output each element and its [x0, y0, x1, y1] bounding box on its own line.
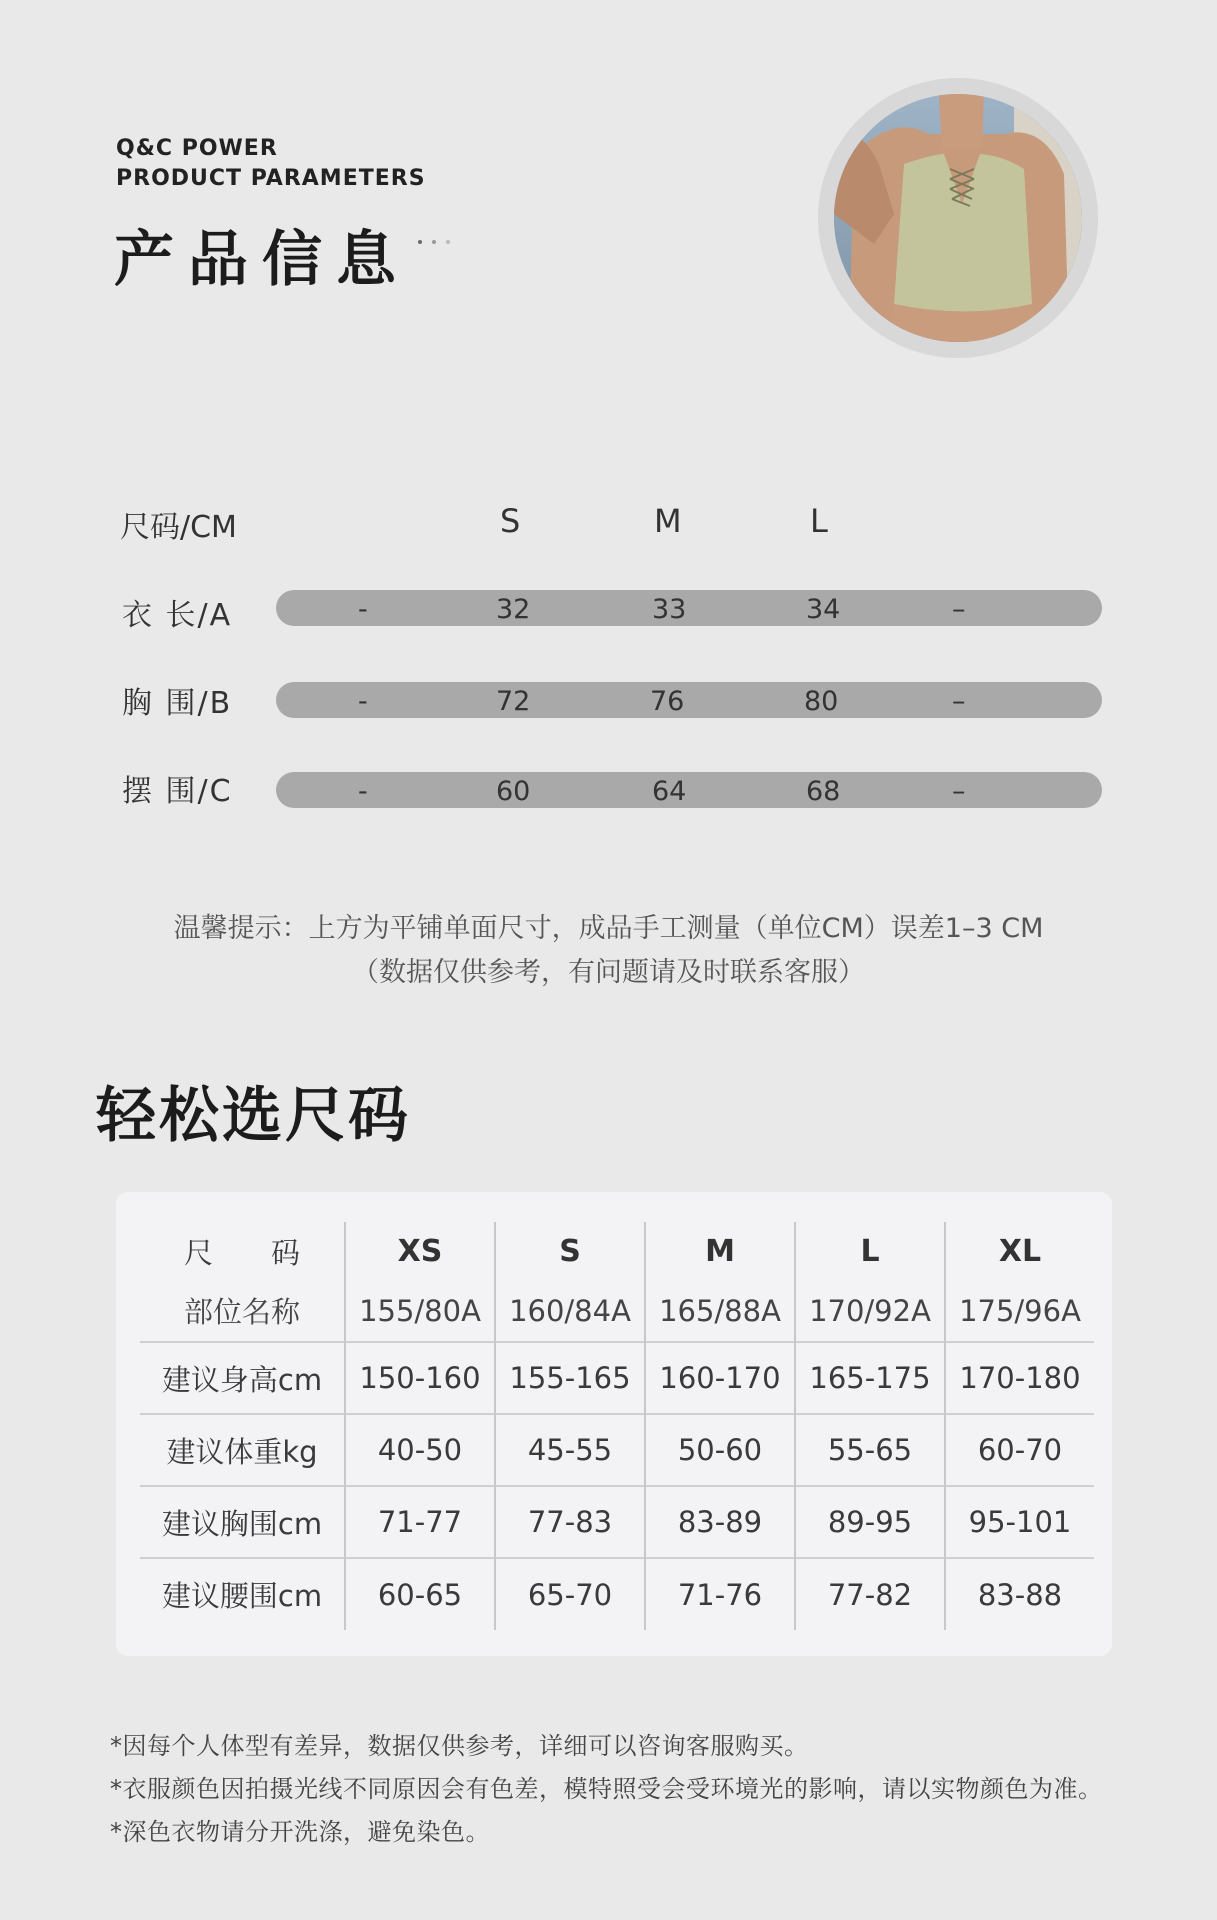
size-header: S: [495, 1222, 645, 1280]
table-cell: 71-76: [645, 1558, 795, 1630]
size-header: L: [795, 1222, 945, 1280]
table-row: [140, 1486, 1094, 1558]
table-cell: 95-101: [945, 1486, 1094, 1558]
reference-note: （数据仅供参考，有问题请及时联系客服）: [352, 957, 865, 988]
table-cell: 77-82: [795, 1558, 945, 1630]
table-cell: 60-65: [345, 1558, 495, 1630]
table-cell: 160-170: [645, 1342, 795, 1414]
param-cell: -: [358, 776, 368, 807]
brand-name: Q&C POWER: [116, 136, 278, 161]
page-title: 产品信息: [114, 225, 410, 295]
brand-subtitle: PRODUCT PARAMETERS: [116, 166, 426, 191]
size-guide-title: 轻松选尺码: [96, 1081, 411, 1151]
param-cell: 68: [806, 776, 841, 807]
param-bar: [276, 590, 1102, 626]
param-cell: –: [952, 776, 966, 807]
corner-label-part: 部位名称: [183, 1295, 300, 1329]
spec-header: 165/88A: [645, 1280, 795, 1342]
param-bar: [276, 772, 1102, 808]
table-cell: 83-89: [645, 1486, 795, 1558]
param-cell: 80: [804, 686, 839, 717]
decorative-dots: [418, 240, 450, 244]
param-bar: [276, 682, 1102, 718]
spec-header: 170/92A: [795, 1280, 945, 1342]
row-label: 建议胸围cm: [140, 1486, 345, 1558]
size-header: M: [645, 1222, 795, 1280]
table-cell: 50-60: [645, 1414, 795, 1486]
table-cell: 60-70: [945, 1414, 1094, 1486]
param-cell: 32: [496, 594, 531, 625]
size-l-header: L: [810, 502, 828, 540]
footnote: *深色衣物请分开洗涤，避免染色。: [110, 1818, 490, 1846]
param-row-label: 胸 围/B: [122, 686, 233, 721]
table-cell: 65-70: [495, 1558, 645, 1630]
footnote: *因每个人体型有差异，数据仅供参考，详细可以咨询客服购买。: [110, 1732, 809, 1760]
param-cell: 33: [652, 594, 687, 625]
size-s-header: S: [500, 502, 521, 540]
size-m-header: M: [654, 502, 682, 540]
table-cell: 170-180: [945, 1342, 1094, 1414]
param-cell: 76: [650, 686, 685, 717]
product-photo: [834, 94, 1082, 342]
table-cell: 55-65: [795, 1414, 945, 1486]
param-row-label: 衣 长/A: [122, 598, 233, 633]
param-cell: –: [952, 594, 966, 625]
measurement-note: 温馨提示：上方为平铺单面尺寸，成品手工测量（单位CM）误差1–3 CM: [173, 913, 1044, 944]
spec-header: 160/84A: [495, 1280, 645, 1342]
param-cell: 60: [496, 776, 531, 807]
size-cm-header: 尺码/CM: [120, 510, 237, 545]
table-cell: 83-88: [945, 1558, 1094, 1630]
size-header: XS: [345, 1222, 495, 1280]
spec-header: 155/80A: [345, 1280, 495, 1342]
param-cell: -: [358, 594, 368, 625]
table-cell: 89-95: [795, 1486, 945, 1558]
row-label: 建议腰围cm: [140, 1558, 345, 1630]
table-row: [140, 1414, 1094, 1486]
row-label: 建议体重kg: [140, 1414, 345, 1486]
corner-label-size: 尺 码: [183, 1235, 300, 1270]
param-cell: –: [952, 686, 966, 717]
row-label: 建议身高cm: [140, 1342, 345, 1414]
table-cell: 77-83: [495, 1486, 645, 1558]
model-wearing-crop-top-image: [834, 94, 1082, 342]
param-row-label: 摆 围/C: [122, 774, 233, 809]
table-cell: 155-165: [495, 1342, 645, 1414]
table-cell: 40-50: [345, 1414, 495, 1486]
table-row: [140, 1558, 1094, 1630]
param-cell: 34: [806, 594, 841, 625]
size-guide-table: [140, 1222, 1094, 1630]
table-cell: 45-55: [495, 1414, 645, 1486]
footnote: *衣服颜色因拍摄光线不同原因会有色差，模特照受会受环境光的影响，请以实物颜色为准。: [110, 1775, 1103, 1803]
param-cell: 72: [496, 686, 531, 717]
brand-block: [116, 134, 426, 194]
param-cell: 64: [652, 776, 687, 807]
size-guide-card: [116, 1192, 1112, 1656]
table-row: [140, 1342, 1094, 1414]
spec-header: 175/96A: [945, 1280, 1094, 1342]
size-header: XL: [945, 1222, 1094, 1280]
table-cell: 150-160: [345, 1342, 495, 1414]
table-cell: 71-77: [345, 1486, 495, 1558]
table-cell: 165-175: [795, 1342, 945, 1414]
param-cell: -: [358, 686, 368, 717]
